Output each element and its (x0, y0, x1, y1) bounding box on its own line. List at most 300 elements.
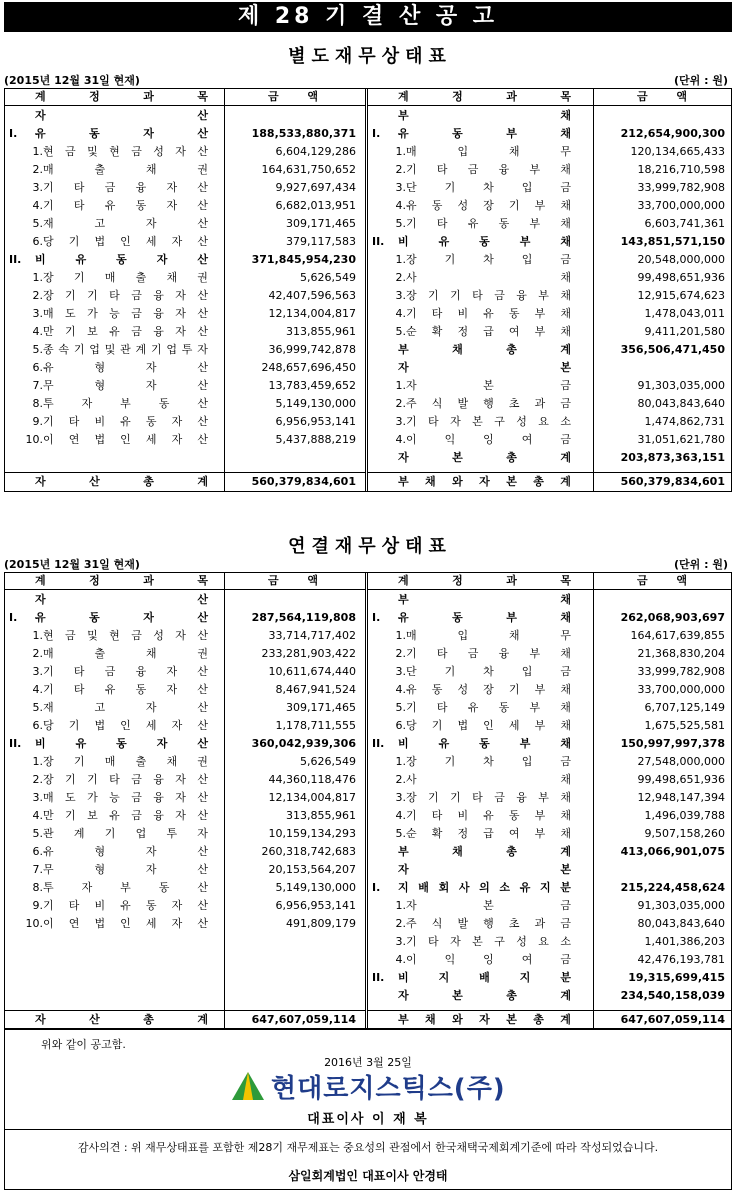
row-number: 1. (32, 755, 43, 768)
label-char: 채 (560, 127, 571, 140)
label-char: 초 (508, 397, 520, 410)
row-label (406, 251, 571, 269)
table-row (368, 663, 731, 681)
label-char: 산 (197, 361, 208, 374)
label-char: 현 (43, 145, 54, 158)
label-char: 권 (197, 163, 208, 176)
table-row (5, 897, 365, 915)
label-char: 세 (145, 433, 157, 446)
table-row (5, 627, 365, 645)
row-amount: 21,368,830,204 (637, 647, 725, 660)
label-char: 계 (560, 451, 571, 464)
row-amount: 1,178,711,555 (275, 719, 356, 732)
label-char: 부 (529, 163, 541, 176)
row-label (398, 609, 571, 627)
label-char: 부 (120, 881, 131, 894)
label-char: 기 (406, 307, 417, 320)
label-char: 입 (457, 629, 469, 642)
label-char: 지 (519, 971, 531, 984)
label-char: 채 (508, 145, 520, 158)
label-char: 총 (506, 845, 517, 858)
label-char: 가 (87, 791, 98, 804)
row-number: 3. (395, 415, 406, 428)
label-char: 기 (87, 289, 98, 302)
label-char: 채 (508, 629, 520, 642)
row-amount: 6,604,129,286 (275, 145, 356, 158)
table-row (5, 323, 365, 341)
label-char: 확 (431, 827, 443, 840)
header-amount (268, 89, 318, 105)
label-char: 부 (519, 235, 531, 248)
row-label (43, 215, 208, 233)
row-amount: 6,956,953,141 (275, 415, 356, 428)
table-row (5, 359, 365, 377)
row-amount: 309,171,465 (286, 701, 356, 714)
label-char: 투 (43, 397, 54, 410)
row-label (398, 359, 571, 377)
label-char: 비 (398, 737, 409, 750)
label-char: 동 (158, 881, 170, 894)
label-char: 자 (450, 935, 461, 948)
company-logo (231, 1068, 506, 1104)
row-amount (224, 591, 356, 609)
label-char: 자 (398, 451, 409, 464)
label-char: 기 (428, 289, 439, 302)
table-row (368, 323, 731, 341)
label-char: 본 (483, 899, 494, 912)
label-char: 법 (94, 917, 106, 930)
row-label (43, 341, 208, 359)
label-char: 금 (131, 773, 142, 786)
label-char: 인 (120, 235, 131, 248)
label-char: 유 (43, 845, 54, 858)
table-row (368, 377, 731, 395)
table-row (368, 771, 731, 789)
total-label (35, 1011, 208, 1029)
table-row (5, 807, 365, 825)
label-char: 금 (637, 574, 648, 587)
label-char: 목 (197, 90, 208, 103)
label-char: 목 (560, 574, 571, 587)
label-char: 자 (171, 719, 183, 732)
label-char: 유 (35, 611, 46, 624)
table-row (368, 251, 731, 269)
label-char: 계 (35, 90, 46, 103)
consolidated-balance-sheet (4, 572, 732, 1029)
label-char: 액 (307, 574, 318, 587)
row-number: 5. (395, 217, 406, 230)
row-number: 10. (25, 433, 43, 446)
row-amount: 215,224,458,624 (620, 881, 725, 894)
row-amount: 6,603,741,361 (644, 217, 725, 230)
statement-date: (2015년 12월 31일 현재) (4, 74, 140, 87)
label-char: 기 (68, 235, 80, 248)
row-roman: II. (372, 235, 385, 248)
label-char: 매 (43, 307, 54, 320)
label-char: 금 (560, 181, 571, 194)
label-char: 유 (109, 325, 120, 338)
label-char: 업 (89, 343, 100, 356)
label-char: 현 (109, 145, 120, 158)
label-char: 금 (560, 665, 571, 678)
row-amount: 1,401,386,203 (644, 935, 725, 948)
label-char: 총 (143, 475, 154, 488)
row-amount: 19,315,699,415 (628, 971, 725, 984)
label-char: 차 (483, 665, 494, 678)
table-row (368, 933, 731, 951)
label-char: 동 (498, 701, 510, 714)
label-char: 부 (506, 127, 517, 140)
row-label (406, 825, 571, 843)
label-char: 유 (483, 809, 494, 822)
label-char: 기 (65, 809, 76, 822)
label-char: 행 (483, 917, 494, 930)
label-char: 자 (145, 863, 157, 876)
label-char: 매 (43, 163, 54, 176)
row-label (398, 861, 571, 879)
separate-balance-sheet (4, 88, 732, 492)
label-char: 타 (436, 647, 448, 660)
label-char: 산 (197, 917, 208, 930)
label-char: 법 (94, 433, 106, 446)
label-char: 동 (116, 253, 127, 266)
row-label (406, 915, 571, 933)
label-char: 자 (145, 845, 157, 858)
label-char: 입 (521, 253, 533, 266)
table-row (368, 915, 731, 933)
header-amount (268, 573, 318, 589)
label-char: 본 (483, 379, 494, 392)
label-char: 자 (35, 1013, 46, 1026)
label-char: 여 (508, 325, 520, 338)
row-label (43, 663, 208, 681)
label-char: 현 (109, 629, 120, 642)
label-char: 유 (483, 307, 494, 320)
label-char: 동 (89, 127, 100, 140)
label-char: 식 (431, 917, 443, 930)
row-amount: 36,999,742,878 (268, 343, 356, 356)
row-label (406, 215, 571, 233)
label-char: 차 (483, 181, 494, 194)
row-amount: 5,149,130,000 (275, 881, 356, 894)
label-char: 세 (508, 719, 520, 732)
label-char: 채 (560, 307, 571, 320)
label-char: 융 (153, 325, 164, 338)
row-number: 9. (32, 899, 43, 912)
label-char: 타 (109, 773, 120, 786)
row-number: 9. (32, 415, 43, 428)
table-row (368, 807, 731, 825)
label-char: 자 (35, 109, 46, 122)
label-char: 유 (438, 235, 450, 248)
label-char: 부 (529, 701, 541, 714)
row-amount: 10,611,674,440 (268, 665, 356, 678)
table-row (368, 789, 731, 807)
table-row (5, 305, 365, 323)
table-row (5, 753, 365, 771)
company-name: 현대로지스틱스(주) (271, 1073, 506, 1104)
auditor-name: 삼일회계법인 대표이사 안경태 (288, 1169, 448, 1183)
label-char: 잉 (483, 953, 494, 966)
label-char: 사 (406, 773, 417, 786)
label-char: 장 (43, 773, 54, 786)
row-roman: II. (372, 971, 385, 984)
label-char: 여 (521, 953, 533, 966)
label-char: 산 (89, 1013, 100, 1026)
table-row (368, 591, 731, 609)
label-char: 유 (75, 253, 87, 266)
label-char: 정 (452, 90, 463, 103)
row-amount: 5,626,549 (300, 755, 356, 768)
label-char: 목 (560, 90, 571, 103)
table-row (5, 125, 365, 143)
label-char: 금 (65, 629, 76, 642)
table-row (368, 609, 731, 627)
table-row (5, 861, 365, 879)
label-char: 부 (398, 845, 409, 858)
row-label (43, 395, 208, 413)
label-char: 부 (529, 647, 541, 660)
row-amount: 80,043,843,640 (637, 397, 725, 410)
row-number: 1. (395, 755, 406, 768)
label-char: 산 (197, 145, 208, 158)
label-char: 자 (171, 235, 183, 248)
label-char: 자 (479, 475, 490, 488)
label-char: 소 (560, 935, 571, 948)
row-number: 6. (32, 719, 43, 732)
label-char: 과 (143, 90, 154, 103)
label-char: 능 (109, 307, 120, 320)
row-number: 4. (395, 809, 406, 822)
label-char: 의 (479, 881, 490, 894)
table-row (5, 431, 365, 449)
header-account (398, 573, 571, 589)
announce-date: 2016년 3월 25일 (324, 1056, 412, 1069)
total-amount: 647,607,059,114 (251, 1013, 356, 1026)
row-amount: 42,407,596,563 (268, 289, 356, 302)
row-label (406, 161, 571, 179)
label-char: 차 (483, 755, 494, 768)
statement-unit: (단위 : 원) (674, 558, 728, 571)
label-char: 타 (73, 181, 85, 194)
label-char: 급 (483, 827, 494, 840)
label-char: 유 (406, 683, 417, 696)
row-amount (593, 359, 725, 377)
label-char: 잉 (483, 433, 494, 446)
row-label (398, 987, 571, 1005)
header-account (35, 89, 208, 105)
table-row (5, 843, 365, 861)
label-char: 채 (145, 163, 157, 176)
row-number: 6. (32, 845, 43, 858)
label-char: 채 (425, 475, 436, 488)
label-char: 자 (398, 863, 409, 876)
label-char: 자 (156, 253, 168, 266)
table-row (5, 789, 365, 807)
label-char: 산 (197, 379, 208, 392)
label-char: 산 (197, 611, 208, 624)
label-char: 자 (171, 899, 183, 912)
label-char: 장 (406, 253, 417, 266)
row-number: 10. (25, 917, 43, 930)
row-label (43, 753, 208, 771)
label-char: 기 (406, 935, 417, 948)
label-char: 총 (533, 475, 544, 488)
label-char: 출 (135, 271, 147, 284)
row-label (398, 879, 571, 897)
label-char: 산 (197, 809, 208, 822)
table-row (368, 197, 731, 215)
label-char: 기 (428, 791, 439, 804)
row-amount: 9,507,158,260 (644, 827, 725, 840)
label-char: 유 (35, 127, 46, 140)
label-char: 과 (506, 574, 517, 587)
label-char: 동 (158, 397, 170, 410)
label-char: 산 (197, 719, 208, 732)
label-char: 액 (307, 90, 318, 103)
label-char: 본 (560, 863, 571, 876)
label-char: 무 (560, 145, 571, 158)
label-char: 동 (508, 809, 520, 822)
row-number: 3. (395, 665, 406, 678)
row-amount: 248,657,696,450 (261, 361, 356, 374)
table-row (368, 233, 731, 251)
label-char: 자 (166, 181, 178, 194)
label-char: 인 (483, 719, 494, 732)
label-char: 채 (560, 809, 571, 822)
label-char: 소 (560, 415, 571, 428)
announcement-footer (4, 1029, 732, 1190)
label-char: 채 (560, 773, 571, 786)
row-number: 3. (395, 791, 406, 804)
row-amount: 12,134,004,817 (268, 791, 356, 804)
label-char: 동 (145, 415, 157, 428)
label-char: 성 (153, 629, 164, 642)
label-char: 사 (458, 881, 470, 894)
row-number: 1. (395, 253, 406, 266)
label-char: 자 (171, 415, 183, 428)
row-label (43, 233, 208, 251)
row-roman: II. (9, 737, 22, 750)
label-char: 산 (197, 253, 208, 266)
label-char: 액 (676, 574, 687, 587)
total-amount: 560,379,834,601 (251, 475, 356, 488)
row-number: 1. (395, 145, 406, 158)
label-char: 보 (87, 325, 98, 338)
row-roman: I. (9, 611, 18, 624)
table-row (368, 843, 731, 861)
label-char: 기 (87, 773, 98, 786)
row-amount: 120,134,665,433 (630, 145, 725, 158)
label-char: 장 (483, 683, 494, 696)
label-char: 자 (35, 593, 46, 606)
table-row (368, 413, 731, 431)
label-char: 자 (166, 683, 178, 696)
row-label (43, 627, 208, 645)
label-char: 및 (104, 343, 116, 356)
label-char: 와 (452, 1013, 463, 1026)
total-label (398, 1011, 571, 1029)
row-number: 7. (32, 863, 43, 876)
label-char: 만 (43, 325, 54, 338)
label-char: 기 (73, 271, 85, 284)
row-roman: II. (372, 737, 385, 750)
label-char: 산 (197, 127, 208, 140)
row-amount (593, 107, 725, 125)
table-row (5, 825, 365, 843)
label-char: 금 (268, 574, 279, 587)
label-char: 본 (452, 451, 463, 464)
row-label (406, 627, 571, 645)
label-char: 채 (560, 163, 571, 176)
label-char: 지 (539, 881, 551, 894)
row-label (43, 915, 208, 933)
label-char: 기 (43, 683, 54, 696)
label-char: 융 (516, 791, 527, 804)
label-char: 채 (560, 827, 571, 840)
label-char: 금 (560, 917, 571, 930)
label-char: 형 (94, 361, 106, 374)
table-row (5, 915, 365, 933)
table-row (368, 987, 731, 1005)
label-char: 식 (431, 397, 443, 410)
label-char: 기 (43, 199, 54, 212)
label-char: 투 (181, 343, 193, 356)
label-char: 금 (65, 145, 76, 158)
label-char: 입 (521, 665, 533, 678)
label-char: 산 (197, 683, 208, 696)
label-char: 타 (68, 415, 80, 428)
label-char: 투 (166, 827, 178, 840)
row-number: 6. (395, 719, 406, 732)
label-char: 입 (521, 181, 533, 194)
label-char: 산 (89, 475, 100, 488)
row-number: 3. (32, 665, 43, 678)
liabilities-side (368, 89, 731, 491)
row-label (398, 969, 571, 987)
label-char: 채 (560, 289, 571, 302)
label-char: 구 (494, 935, 505, 948)
announce-text: 위와 같이 공고함. (41, 1038, 126, 1051)
label-char: 동 (479, 737, 490, 750)
statement-title-separate: 별도재무상태표 (288, 46, 452, 67)
label-char: 부 (534, 827, 546, 840)
row-amount: 12,948,147,394 (637, 791, 725, 804)
label-char: 금 (560, 379, 571, 392)
label-char: 유 (109, 809, 120, 822)
label-char: 연 (68, 433, 80, 446)
label-char: 종 (43, 343, 54, 356)
label-char: 자 (156, 737, 168, 750)
label-char: 동 (116, 737, 127, 750)
row-label (398, 591, 571, 609)
label-char: 업 (135, 827, 147, 840)
row-label (43, 269, 208, 287)
label-char: 계 (560, 343, 571, 356)
label-char: 고 (94, 701, 106, 714)
label-char: 인 (120, 917, 131, 930)
label-char: 장 (406, 791, 417, 804)
row-label (43, 717, 208, 735)
table-row (368, 861, 731, 879)
label-char: 분 (560, 971, 571, 984)
label-char: 액 (676, 90, 687, 103)
label-char: 기 (104, 827, 116, 840)
label-char: 정 (457, 325, 469, 338)
label-char: 속 (58, 343, 70, 356)
label-char: 부 (534, 809, 546, 822)
row-amount: 491,809,179 (286, 917, 356, 930)
